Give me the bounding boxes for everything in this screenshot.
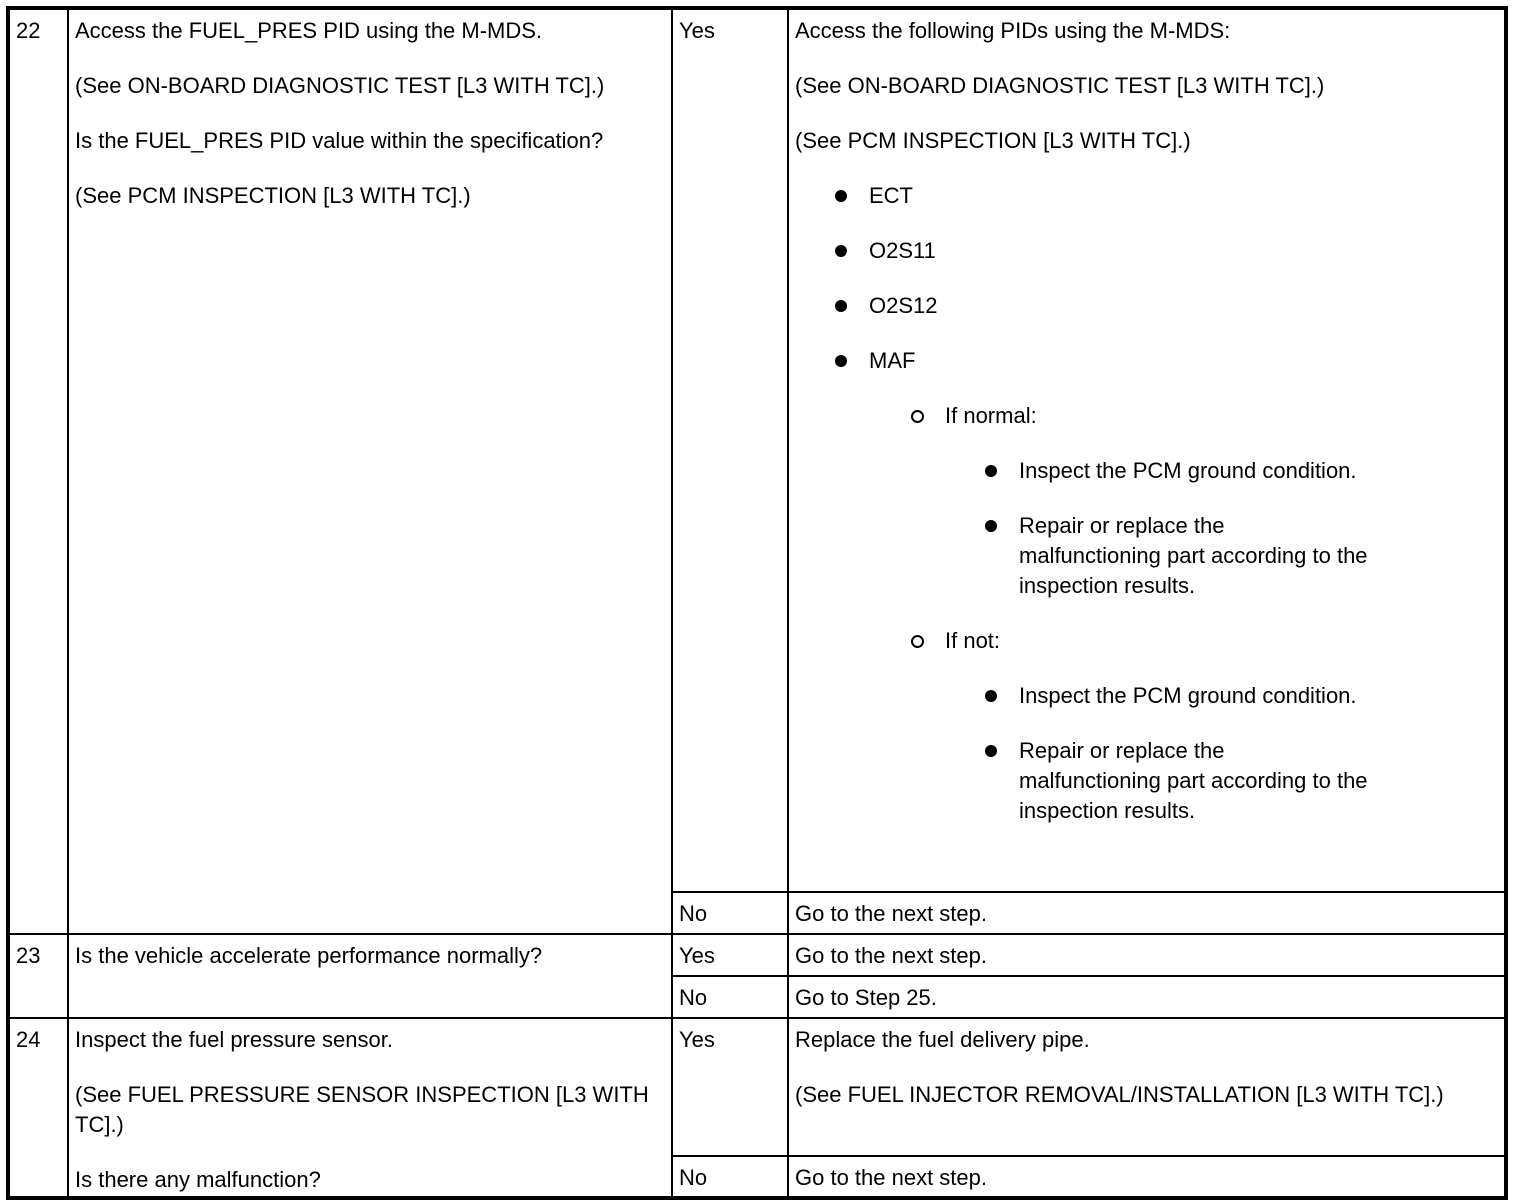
action-text: (See PCM INSPECTION [L3 WITH TC].) <box>795 128 1191 153</box>
pid-item: O2S11 <box>869 236 1498 266</box>
result-no: No <box>672 892 788 934</box>
inspection-text: (See ON-BOARD DIAGNOSTIC TEST [L3 WITH TC].) <box>75 73 605 98</box>
condition-item <box>945 401 1498 601</box>
inspection-cell <box>68 8 672 934</box>
pid-item: O2S12 <box>869 291 1498 321</box>
step-item: Repair or replace the malfunctioning part according to the inspection results. <box>1019 511 1369 601</box>
table-row <box>8 1018 1506 1156</box>
step-number: 24 <box>8 1018 68 1198</box>
result-yes: Yes <box>672 8 788 892</box>
inspection-text: (See PCM INSPECTION [L3 WITH TC].) <box>75 183 471 208</box>
inspection-cell <box>68 1018 672 1198</box>
pid-label: MAF <box>869 348 916 373</box>
result-no: No <box>672 1156 788 1198</box>
result-yes: Yes <box>672 1018 788 1156</box>
action-cell <box>788 1018 1506 1156</box>
pid-item: ECT <box>869 181 1498 211</box>
step-number: 23 <box>8 934 68 1018</box>
condition-item <box>945 626 1498 826</box>
inspection-text: Is the vehicle accelerate performance normally? <box>68 934 672 1018</box>
result-no: No <box>672 976 788 1018</box>
action-text: Replace the fuel delivery pipe. <box>795 1027 1090 1052</box>
step-item: Inspect the PCM ground condition. <box>1019 456 1369 486</box>
action-text: Go to the next step. <box>788 1156 1506 1198</box>
condition-list <box>869 401 1498 826</box>
action-text: Go to the next step. <box>788 934 1506 976</box>
step-list <box>945 681 1369 826</box>
step-item: Repair or replace the malfunctioning part according to the inspection results. <box>1019 736 1369 826</box>
condition-label: If normal: <box>945 403 1037 428</box>
pid-item <box>869 346 1498 826</box>
action-text: Go to Step 25. <box>788 976 1506 1018</box>
action-cell <box>788 8 1506 892</box>
action-text: Go to the next step. <box>788 892 1506 934</box>
action-text: Access the following PIDs using the M-MDS: <box>795 18 1231 43</box>
table-row <box>8 934 1506 976</box>
action-text: (See ON-BOARD DIAGNOSTIC TEST [L3 WITH TC].) <box>795 73 1325 98</box>
step-item: Inspect the PCM ground condition. <box>1019 681 1369 711</box>
step-list <box>945 456 1369 601</box>
inspection-text: Access the FUEL_PRES PID using the M-MDS. <box>75 18 543 43</box>
result-yes: Yes <box>672 934 788 976</box>
inspection-text: Is the FUEL_PRES PID value within the specification? <box>75 128 604 153</box>
action-text: (See FUEL INJECTOR REMOVAL/INSTALLATION [L3 WITH TC].) <box>795 1082 1444 1107</box>
inspection-text: Inspect the fuel pressure sensor. <box>75 1027 393 1052</box>
step-number: 22 <box>8 8 68 934</box>
condition-label: If not: <box>945 628 1001 653</box>
inspection-text: Is there any malfunction? <box>75 1167 321 1192</box>
diagnostic-table <box>6 6 1508 1200</box>
pid-list <box>795 181 1498 826</box>
inspection-text: (See FUEL PRESSURE SENSOR INSPECTION [L3 WITH TC].) <box>75 1082 649 1137</box>
table-row <box>8 8 1506 892</box>
